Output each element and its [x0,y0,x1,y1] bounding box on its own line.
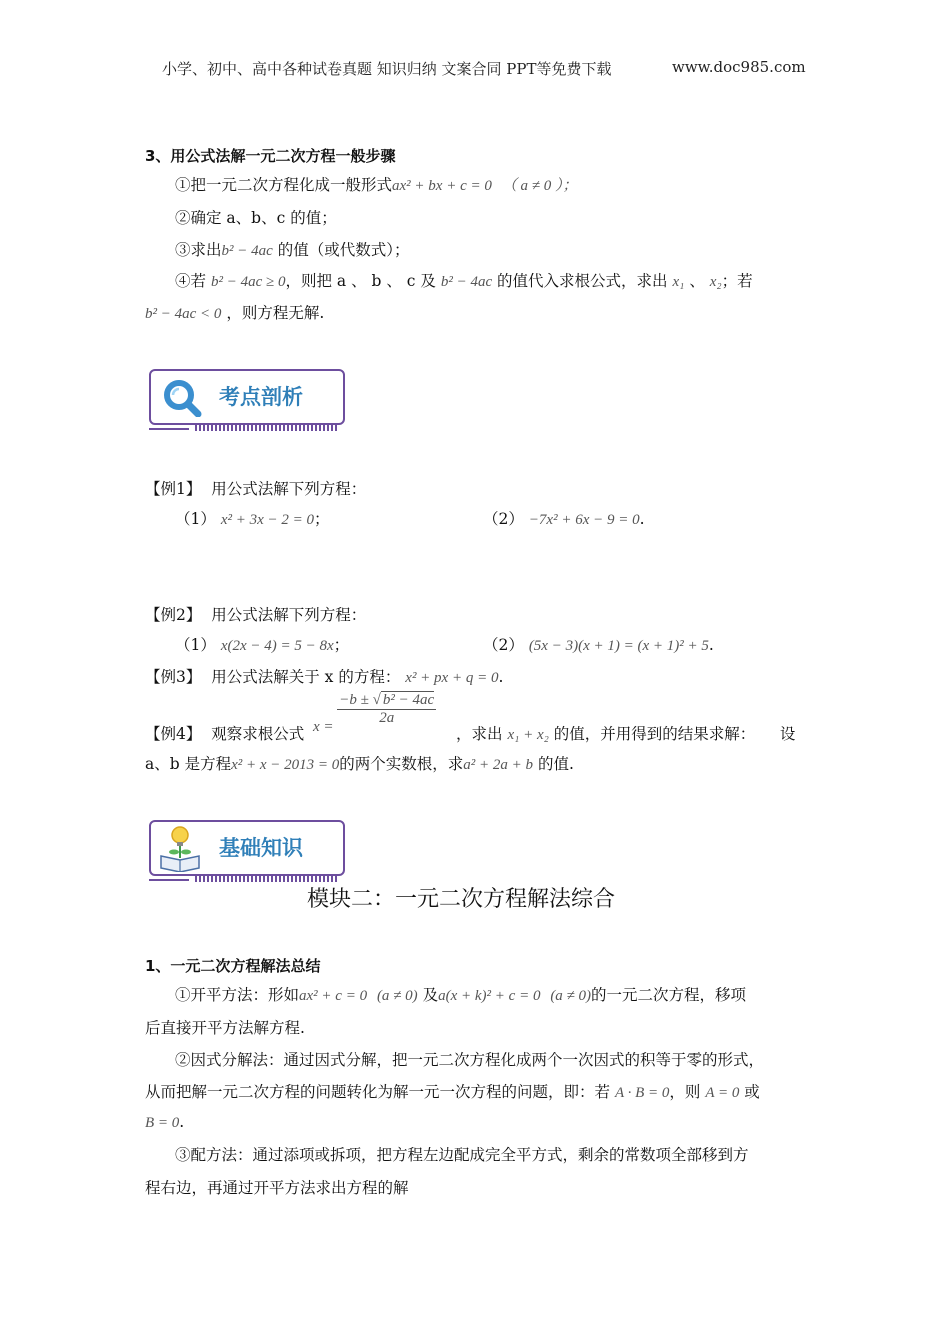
step4-mid: ，则把 a 、 b 、 c 及 [285,272,436,290]
method2-or: 或 [744,1083,760,1101]
example4-line1-after [456,722,795,744]
step4-x2: x₂ [709,274,722,290]
step1-condition: （ a ≠ 0 ）； [501,178,578,194]
method3-line1: ③配方法：通过添项或拆项，把方程左边配成完全平方式，剩余的常数项全部移到方 [175,1146,749,1164]
step4-line2-formula: b² − 4ac < 0 [145,306,222,322]
header-url-text: www.doc985.com [672,58,806,76]
method2-then: ，则 [669,1083,701,1101]
example3-line [145,665,503,687]
step4-end: ；若 [721,272,753,290]
method1-and: 及 [422,986,439,1004]
example1-text: 用公式法解下列方程： [211,480,367,498]
example1-part1-label: （1） [175,510,216,528]
formula-lhs: x = [313,718,334,735]
module2-title: 模块二：一元二次方程解法综合 [307,887,616,912]
example4-sum: x₁ + x₂ [507,727,549,743]
step4-formula2: b² − 4ac [440,274,493,290]
example1-part1-formula: x² + 3x − 2 = 0 [220,512,314,528]
method2-line2-text: 从而把解一元二次方程的问题转化为解一元一次方程的问题，即：若 [145,1083,611,1101]
method1-line2: 后直接开平方法解方程. [145,1019,305,1037]
example2-part1-label: （1） [175,636,216,654]
lightbulb-book-icon [157,822,203,872]
method3-line2: 程右边，再通过开平方法求出方程的解 [145,1179,409,1197]
example1-part2-label: （2） [483,510,524,528]
method2-end: . [179,1113,185,1131]
method2-line3 [145,1112,184,1133]
step3-after: 的值（或代数式）； [277,241,410,259]
example4-l2-a: a、b 是方程 [145,755,232,773]
step4-after: 的值代入求根公式，求出 [497,272,668,290]
example1-line [145,477,366,499]
example4-line2 [145,752,574,774]
example2-part2 [483,633,714,655]
badge-label: 基础知识 [219,836,303,860]
example4-after: ，求出 [456,725,503,743]
module2-heading: 1、一元二次方程解法总结 [145,957,321,975]
method1-cond1: (a ≠ 0) [376,988,418,1004]
example4-let: 设 [779,725,796,743]
example1-label: 【例1】 [145,480,202,498]
example4-l2-end: 的值. [537,755,574,773]
step4-sep: 、 [689,272,705,290]
example2-text: 用公式法解下列方程： [211,606,367,624]
example2-part2-label: （2） [483,636,524,654]
example3-formula: x² + px + q = 0 [405,670,499,686]
step4-line2-text: ，则方程无解. [226,304,325,322]
badge-label: 考点剖析 [219,385,303,409]
badge-underline [149,879,189,881]
example2-part1-formula: x(2x − 4) = 5 − 8x [220,638,334,654]
step3-text: ③求出 [175,241,222,259]
step1-formula: ax² + bx + c = 0 [392,178,492,194]
example1-part1-end: ； [314,510,330,528]
example2-part1-end: ； [333,636,350,654]
example4-l2-formula: x² + x − 2013 = 0 [231,757,340,773]
formula-fraction [337,692,436,727]
method2-formula1: A · B = 0 [614,1085,670,1101]
method1-text: ①开平方法：形如 [175,986,300,1004]
step1-line [175,175,577,196]
method2-formula2: A = 0 [705,1085,740,1101]
step3-line [175,240,410,261]
example1-part1 [175,507,330,529]
method1-cond2: (a ≠ 0) [550,988,592,1004]
example4-line1 [145,722,304,744]
example2-part2-end: . [708,636,714,654]
badge-kaodian [147,367,345,431]
formula-numerator: −b ± √ b² − 4ac [339,692,435,708]
step2-line: ②确定 a、b、c 的值； [175,209,337,227]
formula-radicand: b² − 4ac [382,692,435,708]
magnifier-icon [161,377,205,417]
formula-num-a: −b ± [339,692,369,708]
badge-jichu [147,818,345,882]
step4-line [175,271,753,292]
method1-formula1: ax² + c = 0 [299,988,368,1004]
example4-text: 观察求根公式 [211,725,305,743]
badge-ticks [195,425,339,431]
quadratic-formula [313,692,436,735]
step4-line2 [145,303,324,324]
step4-x1: x₁ [672,274,685,290]
example4-l2-b: 的两个实数根，求 [339,755,464,773]
example3-label: 【例3】 [145,668,202,686]
header-left-text: 小学、初中、高中各种试卷真题 知识归纳 文案合同 PPT等免费下载 [162,60,612,78]
example4-l2-formula2: a² + 2a + b [463,757,534,773]
example1-part2-end: . [639,510,645,528]
example2-line [145,603,366,625]
example3-end: . [498,668,504,686]
step3-formula: b² − 4ac [221,243,273,259]
method1-formula2: a(x + k)² + c = 0 [438,988,541,1004]
section3-heading: 3、用公式法解一元二次方程一般步骤 [145,147,396,165]
method1-line1 [175,985,746,1006]
example1-part2 [483,507,645,529]
method2-line2 [145,1082,760,1103]
formula-denominator: 2a [379,710,395,726]
method2-line1: ②因式分解法：通过因式分解，把一元二次方程化成两个一次因式的积等于零的形式， [175,1051,765,1069]
example1-part2-formula: −7x² + 6x − 9 = 0 [528,512,640,528]
example2-part1 [175,633,349,655]
example3-text: 用公式法解关于 x 的方程： [211,668,401,686]
step4-text: ④若 [175,272,207,290]
example2-label: 【例2】 [145,606,202,624]
step1-text: ①把一元二次方程化成一般形式 [175,176,393,194]
badge-underline [149,428,189,430]
method1-after: 的一元二次方程，移项 [591,986,747,1004]
step4-formula1: b² − 4ac ≥ 0 [210,274,286,290]
example4-after2: 的值，并用得到的结果求解： [553,725,756,743]
example4-label: 【例4】 [145,725,202,743]
example2-part2-formula: (5x − 3)(x + 1) = (x + 1)² + 5 [528,638,709,654]
method2-formula3: B = 0 [145,1115,180,1131]
